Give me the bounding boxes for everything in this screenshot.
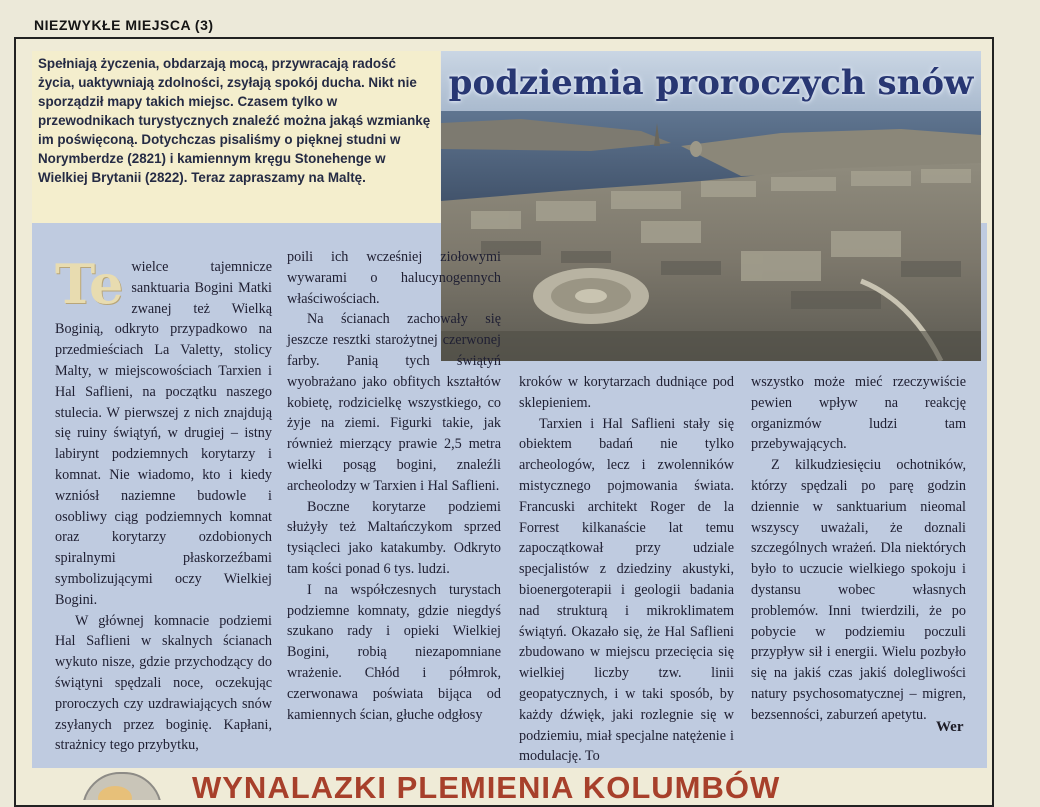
- paragraph: kroków w korytarzach dudniące pod sklepieniem.: [519, 374, 734, 411]
- paragraph: Na ścianach zachowały się jeszcze resztki starożytnej czerwonej farby. Panią tych świątyń wyobrażano jako obfitych kształtów kobietę, rodzicielkę wszystkiego, co żyje na ziemi. Figurki takie, jak również mierzący prawie 2,5 metra wielki posąg bogini, znaleźli archeolodzy w Tarxien i Hal Saflieni.: [287, 311, 501, 494]
- valletta-aerial-photo: [441, 51, 981, 361]
- next-article-icon: [82, 772, 162, 800]
- column-3: [519, 372, 734, 767]
- paragraph: W głównej komnacie podziemi Hal Saflieni w skalnych ścianach wykuto nisze, gdzie przychodzący do świątyni spędzali noce, oczekując proroczych czy uzdrawiających snów zsyłanych przez boginię. Kapłani, strażnicy tego przybytku,: [55, 612, 272, 754]
- next-article-banner: [30, 768, 990, 800]
- column-4: [751, 372, 966, 726]
- column-2: [287, 247, 501, 725]
- paragraph: wielce tajemnicze sanktuaria Bogini Matki zwanej też Wielką Boginią, odkryto przypadkowo na przedmieściach La Valetty, stolicy Malty, w miejscowościach Tarxien i Hal Saflieni, na początku naszego stulecia. W pierwszej z nich znajdują się ruiny świątyń, w drugiej – istny labirynt podziemnych korytarzy i komnat. Nie wiadomo, kto i kiedy wzniósł naziemne budowle i osobliwy ciąg podziemnych komnat oraz korytarzy ozdobionych spiralnymi płaskorzeźbami symbolizującymi oczy Wielkiej Bogini.: [55, 259, 272, 608]
- icon-detail: [98, 786, 132, 800]
- paragraph: I na współczesnych turystach podziemne komnaty, gdzie niegdyś szukano rady i opieki Wielkiej Bogini, robią niezapomniane wrażenie. Chłód i półmrok, czerwonawa poświata bijąca od kamiennych ścian, głuche odgłosy: [287, 581, 501, 723]
- paragraph: wszystko może mieć rzeczywiście pewien wpływ na reakcję organizmów ludzi tam przebywających.: [751, 374, 966, 453]
- paragraph: Boczne korytarze podziemi służyły też Maltańczykom sprzed tysiącleci jako katakumby. Odkryto tam kości ponad 6 tys. ludzi.: [287, 498, 501, 577]
- column-1: [55, 252, 272, 756]
- article-title: podziemia proroczych snów: [448, 63, 974, 103]
- section-header: NIEZWYKŁE MIEJSCA (3): [34, 17, 214, 33]
- paragraph: Z kilkudziesięciu ochotników, którzy spędzali po parę godzin dziennie w sanktuarium nieomal wszyscy uważali, że doznali szczególnych wrażeń. Dla niektórych było to uczucie wielkiego spokoju i dystansu wobec własnych problemów. Inni twierdzili, że po pobycie w podziemiu poczuli przypływ sił i energii. Wielu pozbyło się na jakiś czas jakiś dolegliwości natury psychosomatycznej – migren, bezsenności, zaburzeń apetytu.: [751, 457, 966, 723]
- next-article-title: WYNALAZKI PLEMIENIA KOLUMBÓW: [192, 770, 781, 800]
- author-signature: Wer: [936, 719, 964, 735]
- intro-text: Spełniają życzenia, obdarzają mocą, przywracają radość życia, uaktywniają zdolności, zsyłają spokój ducha. Nikt nie sporządził mapy takich miejsc. Czasem tylko w przewodnikach turystycznych znaleźć można jakąś wzmiankę im poświęconą. Dotychczas pisaliśmy o pięknej studni w Norymberdze (2821) i kamiennym kręgu Stonehenge w Wielkiej Brytanii (2822). Teraz zapraszamy na Maltę.: [38, 56, 431, 185]
- drop-cap: Te: [55, 252, 124, 316]
- paragraph: Tarxien i Hal Saflieni stały się obiektem badań nie tylko archeologów, lecz i zwolenników mistycznego pojmowania świata. Francuski architekt Roger de la Forrest kilkanaście lat temu zapoczątkował przy udziale specjalistów z dziedziny akustyki, bioenergoterapii i geologii badania nad strukturą i mikroklimatem świątyń. Okazało się, że Hal Saflieni zbudowano w miejscu przecięcia się wielkiej liczby tzw. linii geopatycznych, i w taki sposób, by każdy dźwięk, jaki rozlegnie się w podziemiu, miał specjalne natężenie i modulację. To: [519, 415, 734, 765]
- paragraph: poili ich wcześniej ziołowymi wywarami o halucynogennych właściwościach.: [287, 249, 501, 307]
